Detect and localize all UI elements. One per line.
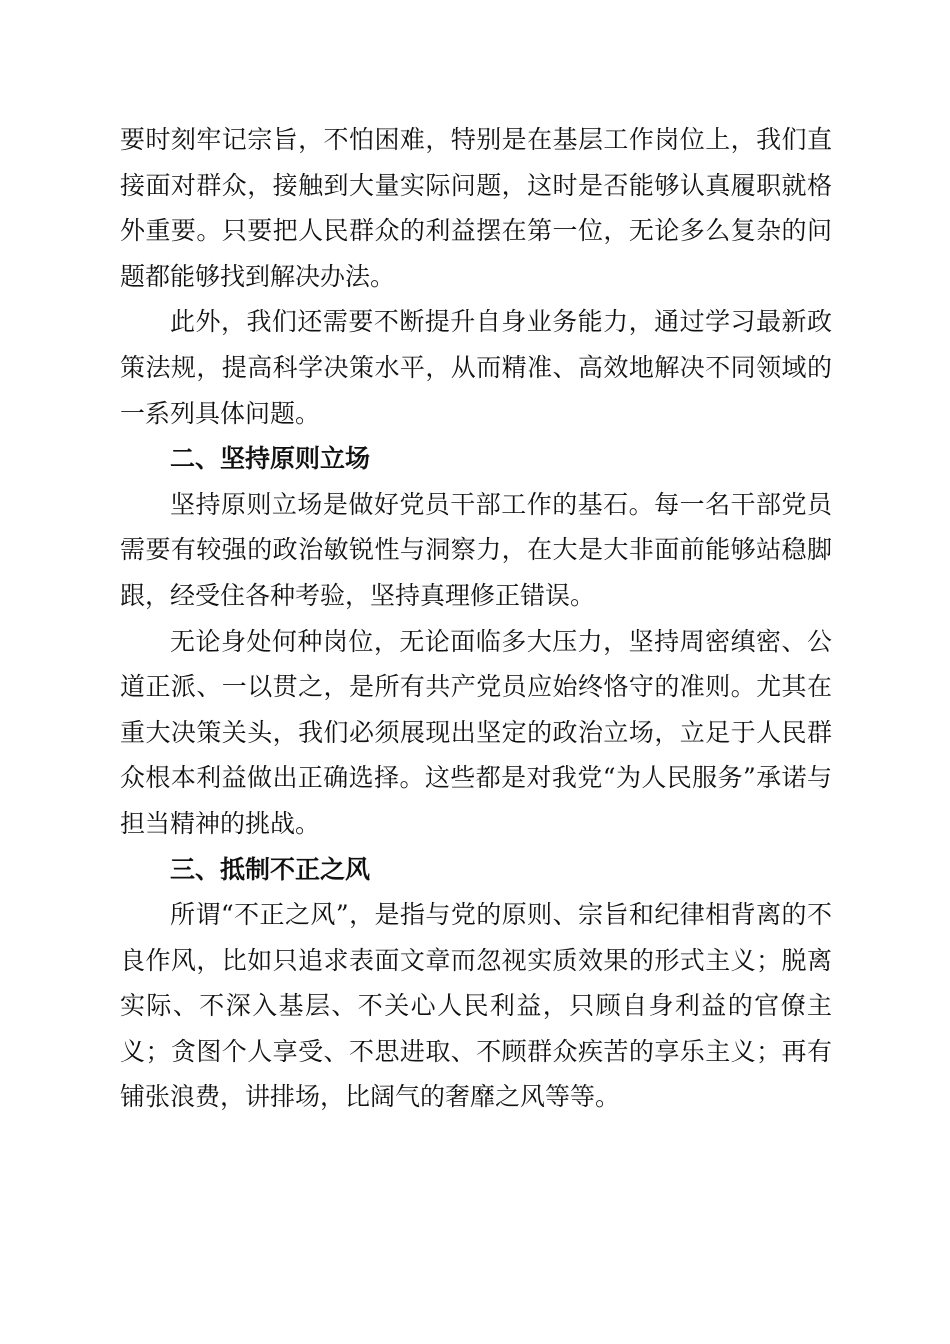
paragraph-continuation: 要时刻牢记宗旨，不怕困难，特别是在基层工作岗位上，我们直接面对群众，接触到大量实际问题，这时是否能够认真履职就格外重要。只要把人民群众的利益摆在第一位，无论多么复杂的问题都能够找到解决办法。 bbox=[120, 125, 832, 291]
paragraph-misconduct-definition: 所谓“不正之风”，是指与党的原则、宗旨和纪律相背离的不良作风，比如只追求表面文章而忽视实质效果的形式主义；脱离实际、不深入基层、不关心人民利益，只顾自身利益的官僚主义；贪图个人享受、不思进取、不顾群众疾苦的享乐主义；再有铺张浪费，讲排场，比阔气的奢靡之风等等。 bbox=[120, 900, 832, 1112]
paragraph-business-ability: 此外，我们还需要不断提升自身业务能力，通过学习最新政策法规，提高科学决策水平，从而精准、高效地解决不同领域的一系列具体问题。 bbox=[120, 307, 832, 428]
section-heading-principle-stance: 二、坚持原则立场 bbox=[170, 444, 371, 474]
document-page bbox=[120, 117, 832, 1120]
paragraph-principle-cornerstone: 坚持原则立场是做好党员干部工作的基石。每一名干部党员需要有较强的政治敏锐性与洞察力，在大是大非面前能够站稳脚跟，经受住各种考验，坚持真理修正错误。 bbox=[120, 489, 832, 610]
section-heading-resist-misconduct: 三、抵制不正之风 bbox=[170, 854, 371, 884]
paragraph-principle-pressure: 无论身处何种岗位，无论面临多大压力，坚持周密缜密、公道正派、一以贯之，是所有共产党员应始终恪守的准则。尤其在重大决策关头，我们必须展现出坚定的政治立场，立足于人民群众根本利益做出正确选择。这些都是对我党“为人民服务”承诺与担当精神的挑战。 bbox=[120, 626, 832, 838]
